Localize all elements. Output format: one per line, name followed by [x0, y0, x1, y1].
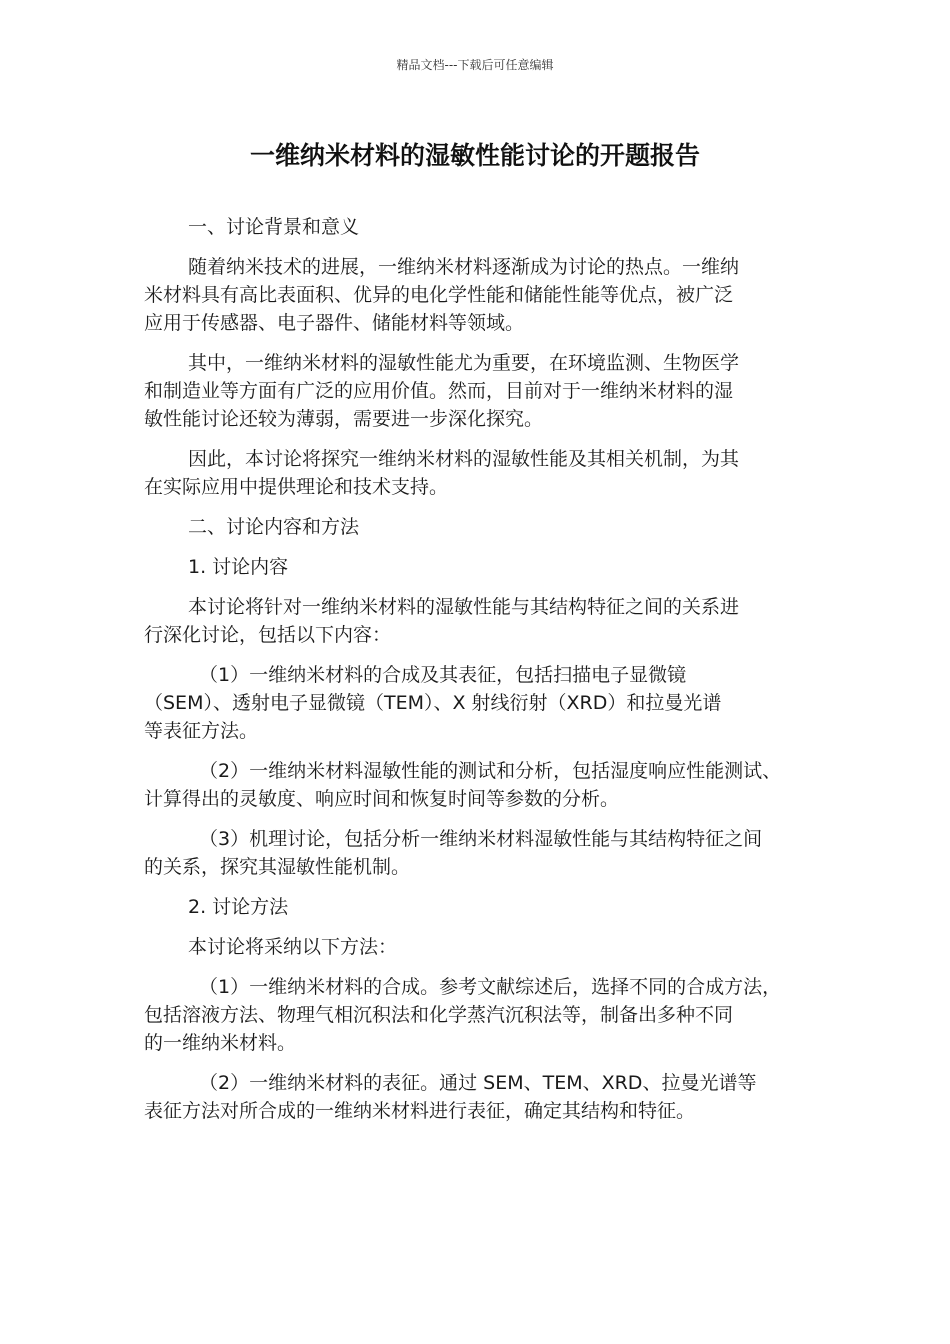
text-line: 计算得出的灵敏度、响应时间和恢复时间等参数的分析。 [144, 788, 620, 810]
text-line: 在实际应用中提供理论和技术支持。 [144, 476, 449, 498]
text-line: 本讨论将采纳以下方法： [188, 936, 398, 958]
text-line: 本讨论将针对一维纳米材料的湿敏性能与其结构特征之间的关系进 [188, 596, 740, 618]
text-line: 其中，一维纳米材料的湿敏性能尤为重要，在环境监测、生物医学 [188, 352, 740, 374]
numbered-item [144, 661, 816, 745]
text-line: （2）一维纳米材料湿敏性能的测试和分析，包括湿度响应性能测试、 [199, 760, 782, 782]
text-line: 因此，本讨论将探究一维纳米材料的湿敏性能及其相关机制，为其 [188, 448, 740, 470]
numbered-item [144, 973, 816, 1057]
body-paragraph [144, 349, 816, 433]
numbered-item [144, 825, 816, 881]
body-paragraph [144, 593, 816, 649]
text-line: 2. 讨论方法 [188, 896, 289, 918]
text-line: 和制造业等方面有广泛的应用价值。然而，目前对于一维纳米材料的湿 [144, 380, 734, 402]
text-line: 的关系，探究其湿敏性能机制。 [144, 856, 411, 878]
text-line: （1）一维纳米材料的合成及其表征，包括扫描电子显微镜 [199, 664, 687, 686]
text-line: （SEM）、透射电子显微镜（TEM）、X 射线衍射（XRD）和拉曼光谱 [144, 692, 722, 714]
text-line: 等表征方法。 [144, 720, 259, 742]
page-header-note: 精品文档---下载后可任意编辑 [396, 58, 554, 72]
text-line: 随着纳米技术的进展，一维纳米材料逐渐成为讨论的热点。一维纳 [188, 256, 740, 278]
body-paragraph [144, 933, 816, 961]
text-line: 1. 讨论内容 [188, 556, 289, 578]
section-heading-content-and-methods [144, 513, 816, 541]
text-line: 一、讨论背景和意义 [188, 216, 360, 238]
document-title: 一维纳米材料的湿敏性能讨论的开题报告 [249, 141, 700, 170]
text-line: 应用于传感器、电子器件、储能材料等领域。 [144, 312, 525, 334]
body-paragraph [144, 445, 816, 501]
document-body [144, 213, 816, 1137]
subsection-heading-content [144, 553, 816, 581]
text-line: 包括溶液方法、物理气相沉积法和化学蒸汽沉积法等，制备出多种不同 [144, 1004, 734, 1026]
text-line: 的一维纳米材料。 [144, 1032, 297, 1054]
subsection-heading-methods [144, 893, 816, 921]
numbered-item [144, 1069, 816, 1125]
text-line: （1）一维纳米材料的合成。参考文献综述后，选择不同的合成方法， [199, 976, 782, 998]
body-paragraph [144, 253, 816, 337]
text-line: 敏性能讨论还较为薄弱，需要进一步深化探究。 [144, 408, 544, 430]
text-line: （3）机理讨论，包括分析一维纳米材料湿敏性能与其结构特征之间 [199, 828, 763, 850]
section-heading-background [144, 213, 816, 241]
text-line: （2）一维纳米材料的表征。通过 SEM、TEM、XRD、拉曼光谱等 [199, 1072, 757, 1094]
text-line: 二、讨论内容和方法 [188, 516, 360, 538]
text-line: 行深化讨论，包括以下内容： [144, 624, 392, 646]
text-line: 表征方法对所合成的一维纳米材料进行表征，确定其结构和特征。 [144, 1100, 696, 1122]
text-line: 米材料具有高比表面积、优异的电化学性能和储能性能等优点，被广泛 [144, 284, 734, 306]
numbered-item [144, 757, 816, 813]
